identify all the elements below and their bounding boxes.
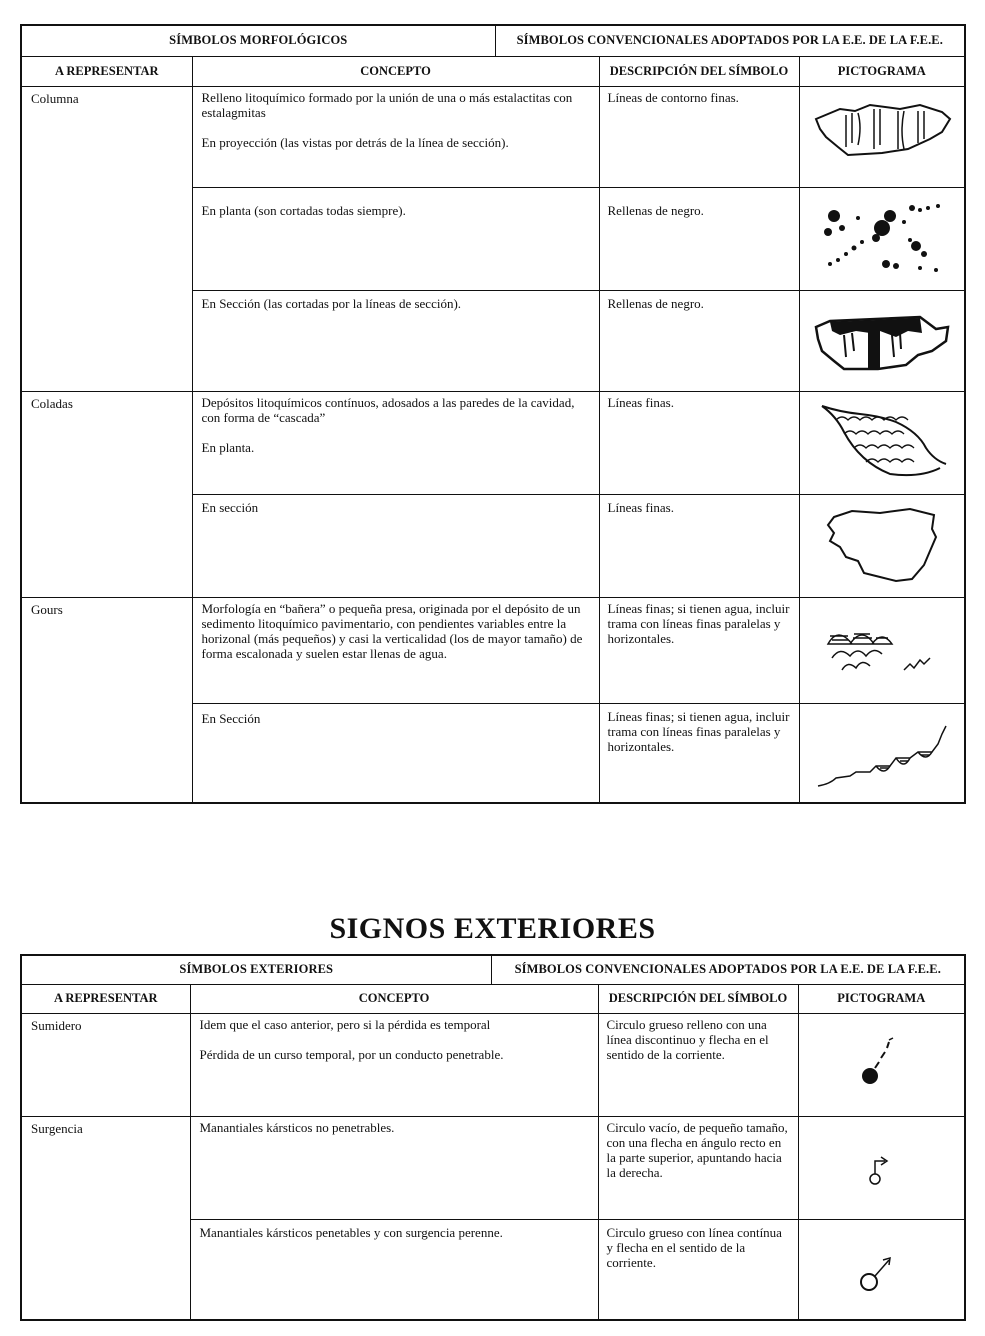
concept-text: En Sección (las cortadas por la líneas de sección). [201,295,462,311]
concept-cell [192,597,599,703]
table-row [21,391,965,494]
table-row [21,1013,965,1116]
description-cell: Líneas finas. [599,391,799,494]
pictogram-cell [799,597,965,703]
pictogram-cell [799,187,965,290]
table-row [21,86,965,187]
morphological-symbols-table [20,24,966,804]
concept-cell [190,1219,598,1320]
concept-cell [192,187,599,290]
concept-text: En planta. [201,439,255,455]
concept-text: En Sección [201,710,261,726]
description-cell: Circulo grueso con línea contínua y flecha en el sentido de la corriente. [598,1219,798,1320]
gours-section-icon [800,704,964,802]
small-spring-icon [799,1117,964,1219]
row-label-columna: Columna [21,86,192,391]
column-section-icon [800,291,964,391]
flowstone-section-icon [800,495,964,597]
row-label-surgencia: Surgencia [21,1116,190,1320]
pictogram-cell [799,290,965,391]
concept-cell [192,391,599,494]
concept-text: En sección [201,499,259,515]
concept-text: Manantiales kársticos no penetrables. [199,1119,395,1135]
pictogram-cell [798,1219,965,1320]
table-header-left: SÍMBOLOS MORFOLÓGICOS [21,25,495,56]
exterior-symbols-table [20,954,966,1321]
perennial-spring-icon [799,1220,964,1320]
description-cell: Líneas finas. [599,494,799,597]
concept-cell [192,703,599,803]
concept-cell [190,1013,598,1116]
column-header-pictogram: PICTOGRAMA [798,984,965,1013]
flowstone-plan-icon [800,392,964,494]
column-header-concept: CONCEPTO [192,56,599,86]
column-header-description: DESCRIPCIÓN DEL SÍMBOLO [599,56,799,86]
column-header-represent: A REPRESENTAR [21,56,192,86]
table-header-left: SÍMBOLOS EXTERIORES [21,955,491,984]
description-cell: Líneas de contorno finas. [599,86,799,187]
concept-text: Manantiales kársticos penetables y con surgencia perenne. [199,1224,503,1240]
pictogram-cell [798,1116,965,1219]
pictogram-cell [799,391,965,494]
concept-cell [192,290,599,391]
sink-icon [799,1014,964,1116]
concept-text: Pérdida de un curso temporal, por un conducto penetrable. [199,1046,504,1062]
concept-text: En proyección (las vistas por detrás de la línea de sección). [201,134,509,150]
column-header-concept: CONCEPTO [190,984,598,1013]
concept-text: Depósitos litoquímicos contínuos, adosados a las paredes de la cavidad, con forma de “cascada” [201,394,575,425]
description-cell: Rellenas de negro. [599,187,799,290]
concept-text: Morfología en “bañera” o pequeña presa, originada por el depósito de un sedimento litoquímico pavimentario, con pendientes variables entre la horizonal (más pequeños) y casi la verticalidad (los de mayor tamaño) de forma escalonada y suelen estar llenas de agua. [201,600,583,661]
description-cell: Circulo grueso relleno con una línea discontinuo y flecha en el sentido de la corriente. [598,1013,798,1116]
section-title: SIGNOS EXTERIORES [329,912,656,945]
concept-cell [192,86,599,187]
concept-cell [192,494,599,597]
gours-plan-icon [800,598,964,702]
description-cell: Líneas finas; si tienen agua, incluir trama con líneas finas paralelas y horizontales. [599,703,799,803]
pictogram-cell [798,1013,965,1116]
table-row [21,1116,965,1219]
description-cell: Circulo vacío, de pequeño tamaño, con una flecha en ángulo recto en la parte superior, apuntando hacia la derecha. [598,1116,798,1219]
row-label-gours: Gours [21,597,192,803]
column-header-represent: A REPRESENTAR [21,984,190,1013]
description-cell: Líneas finas; si tienen agua, incluir trama con líneas finas paralelas y horizontales. [599,597,799,703]
column-plan-icon [800,188,964,290]
column-header-pictogram: PICTOGRAMA [799,56,965,86]
table-row [21,597,965,703]
description-cell: Rellenas de negro. [599,290,799,391]
pictogram-cell [799,703,965,803]
column-header-description: DESCRIPCIÓN DEL SÍMBOLO [598,984,798,1013]
table-header-right: SÍMBOLOS CONVENCIONALES ADOPTADOS POR LA E.E. DE LA F.E.E. [495,25,965,56]
pictogram-cell [799,494,965,597]
row-label-sumidero: Sumidero [21,1013,190,1116]
concept-text: En planta (son cortadas todas siempre). [201,202,406,218]
pictogram-cell [799,86,965,187]
concept-text: Idem que el caso anterior, pero si la pérdida es temporal [199,1016,491,1032]
column-projection-icon [800,87,964,187]
concept-text: Relleno litoquímico formado por la unión de una o más estalactitas con estalagmitas [201,89,573,120]
concept-cell [190,1116,598,1219]
table-header-right: SÍMBOLOS CONVENCIONALES ADOPTADOS POR LA E.E. DE LA F.E.E. [491,955,965,984]
row-label-coladas: Coladas [21,391,192,597]
